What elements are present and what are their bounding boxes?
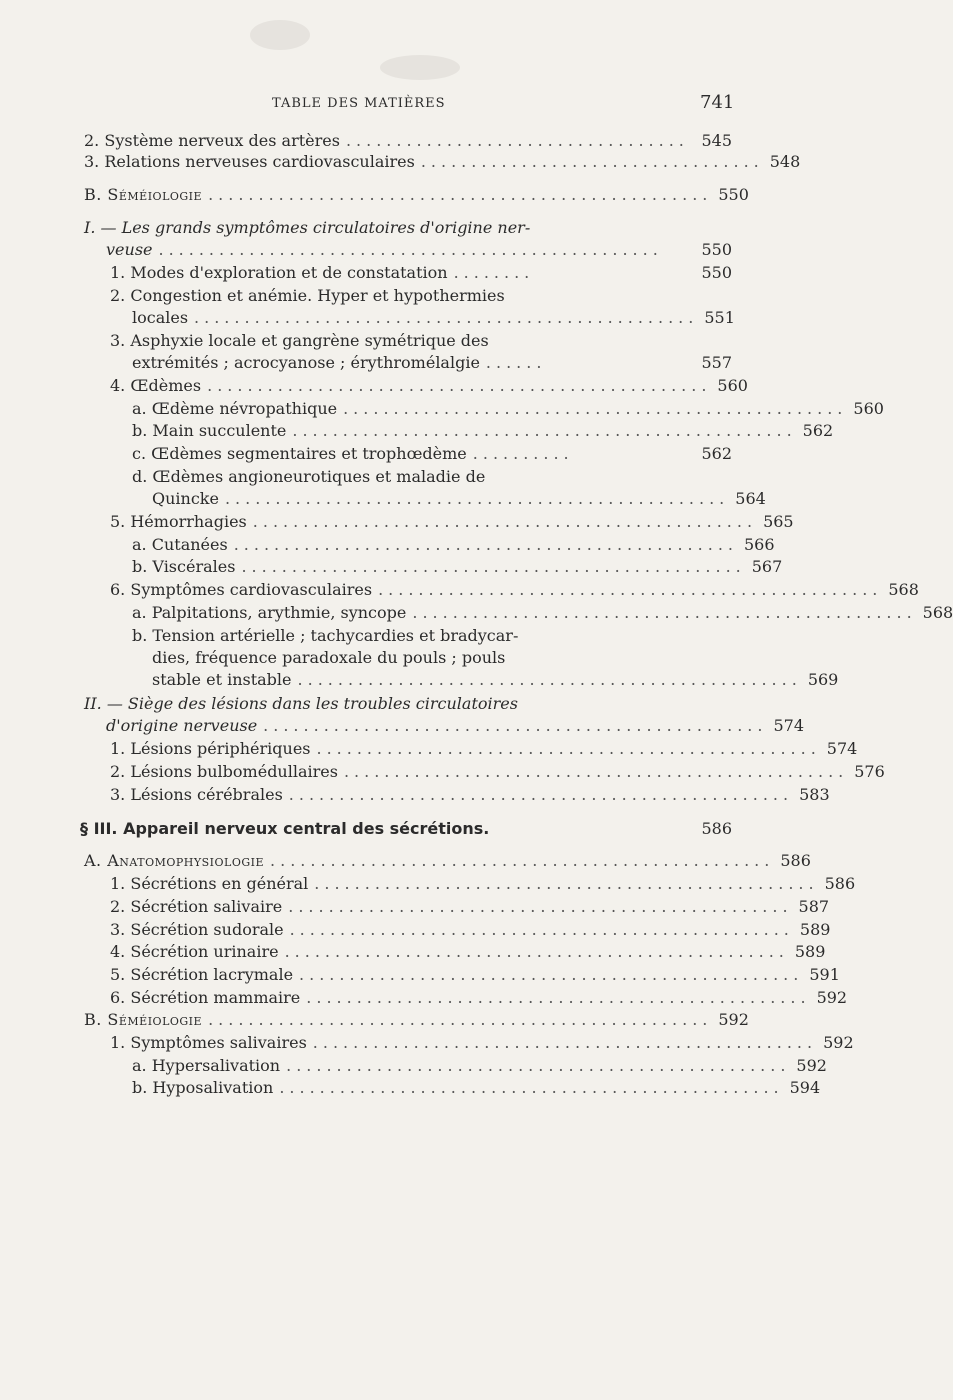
toc-entry: 4. Sécrétion urinaire .................................................. 589 <box>110 942 826 961</box>
paper-stain <box>250 20 310 50</box>
toc-entry-heading: b. Tension artérielle ; tachycardies et bradycar- <box>132 626 519 645</box>
toc-entry-continuation: dies, fréquence paradoxale du pouls ; pouls <box>152 648 506 667</box>
toc-entry-heading: II. — Siège des lésions dans les troubles circulatoires <box>84 694 518 713</box>
toc-entry: 1. Modes d'exploration et de constatation ........ 550 <box>110 263 732 282</box>
toc-entry: b. Hyposalivation .................................................. 594 <box>132 1078 821 1097</box>
toc-entry: 6. Sécrétion mammaire .................................................. 592 <box>110 988 848 1007</box>
toc-entry-heading: I. — Les grands symptômes circulatoires d'origine ner- <box>84 218 531 237</box>
toc-entry-heading: 2. Congestion et anémie. Hyper et hypothermies <box>110 286 505 305</box>
toc-section: B. Séméiologie .................................................. 592 <box>84 1010 749 1029</box>
toc-entry: stable et instable .................................................. 569 <box>152 670 839 689</box>
toc-section: A. Anatomophysiologie .................................................. 586 <box>84 851 811 870</box>
toc-entry: 6. Symptômes cardiovasculaires .................................................. 568 <box>110 580 919 599</box>
toc-chapter: § III. Appareil nerveux central des sécrétions. 586 <box>80 819 732 838</box>
page-number: 741 <box>700 92 735 113</box>
toc-section: B. Séméiologie .................................................. 550 <box>84 185 749 204</box>
running-title: TABLE DES MATIÈRES <box>272 96 446 111</box>
toc-entry: b. Main succulente .................................................. 562 <box>132 421 834 440</box>
toc-entry: 3. Relations nerveuses cardiovasculaires .................................. 548 <box>84 152 801 171</box>
toc-entry: 1. Symptômes salivaires .................................................. 592 <box>110 1033 854 1052</box>
toc-entry: a. Cutanées .................................................. 566 <box>132 535 775 554</box>
toc-entry: a. Œdème névropathique .................................................. 560 <box>132 399 884 418</box>
toc-entry: 2. Système nerveux des artères .................................. 545 <box>84 131 732 150</box>
toc-entry: 3. Lésions cérébrales .................................................. 583 <box>110 785 830 804</box>
toc-entry: locales .................................................. 551 <box>132 308 735 327</box>
toc-entry: 2. Lésions bulbomédullaires .................................................. 576 <box>110 762 885 781</box>
toc-entry: b. Viscérales .................................................. 567 <box>132 557 783 576</box>
toc-entry: veuse .................................................. 550 <box>106 240 732 259</box>
toc-entry: 5. Hémorrhagies .................................................. 565 <box>110 512 794 531</box>
toc-entry: extrémités ; acrocyanose ; érythromélalgie ...... 557 <box>132 353 732 372</box>
toc-entry: a. Hypersalivation .................................................. 592 <box>132 1056 827 1075</box>
toc-entry: 5. Sécrétion lacrymale .................................................. 591 <box>110 965 840 984</box>
toc-entry: d'origine nerveuse .................................................. 574 <box>106 716 805 735</box>
toc-entry: c. Œdèmes segmentaires et trophœdème .......... 562 <box>132 444 732 463</box>
toc-entry: a. Palpitations, arythmie, syncope .................................................. 568 <box>132 603 953 622</box>
toc-entry: 1. Lésions périphériques .................................................. 574 <box>110 739 858 758</box>
page-header <box>0 92 800 116</box>
toc-entry: 4. Œdèmes .................................................. 560 <box>110 376 748 395</box>
toc-entry: 2. Sécrétion salivaire .................................................. 587 <box>110 897 830 916</box>
toc-entry: 3. Sécrétion sudorale .................................................. 589 <box>110 920 831 939</box>
toc-entry-heading: 3. Asphyxie locale et gangrène symétrique des <box>110 331 489 350</box>
toc-entry: 1. Sécrétions en général .................................................. 586 <box>110 874 856 893</box>
toc-entry: Quincke .................................................. 564 <box>152 489 766 508</box>
toc-entry-heading: d. Œdèmes angioneurotiques et maladie de <box>132 467 486 486</box>
paper-stain <box>380 55 460 80</box>
